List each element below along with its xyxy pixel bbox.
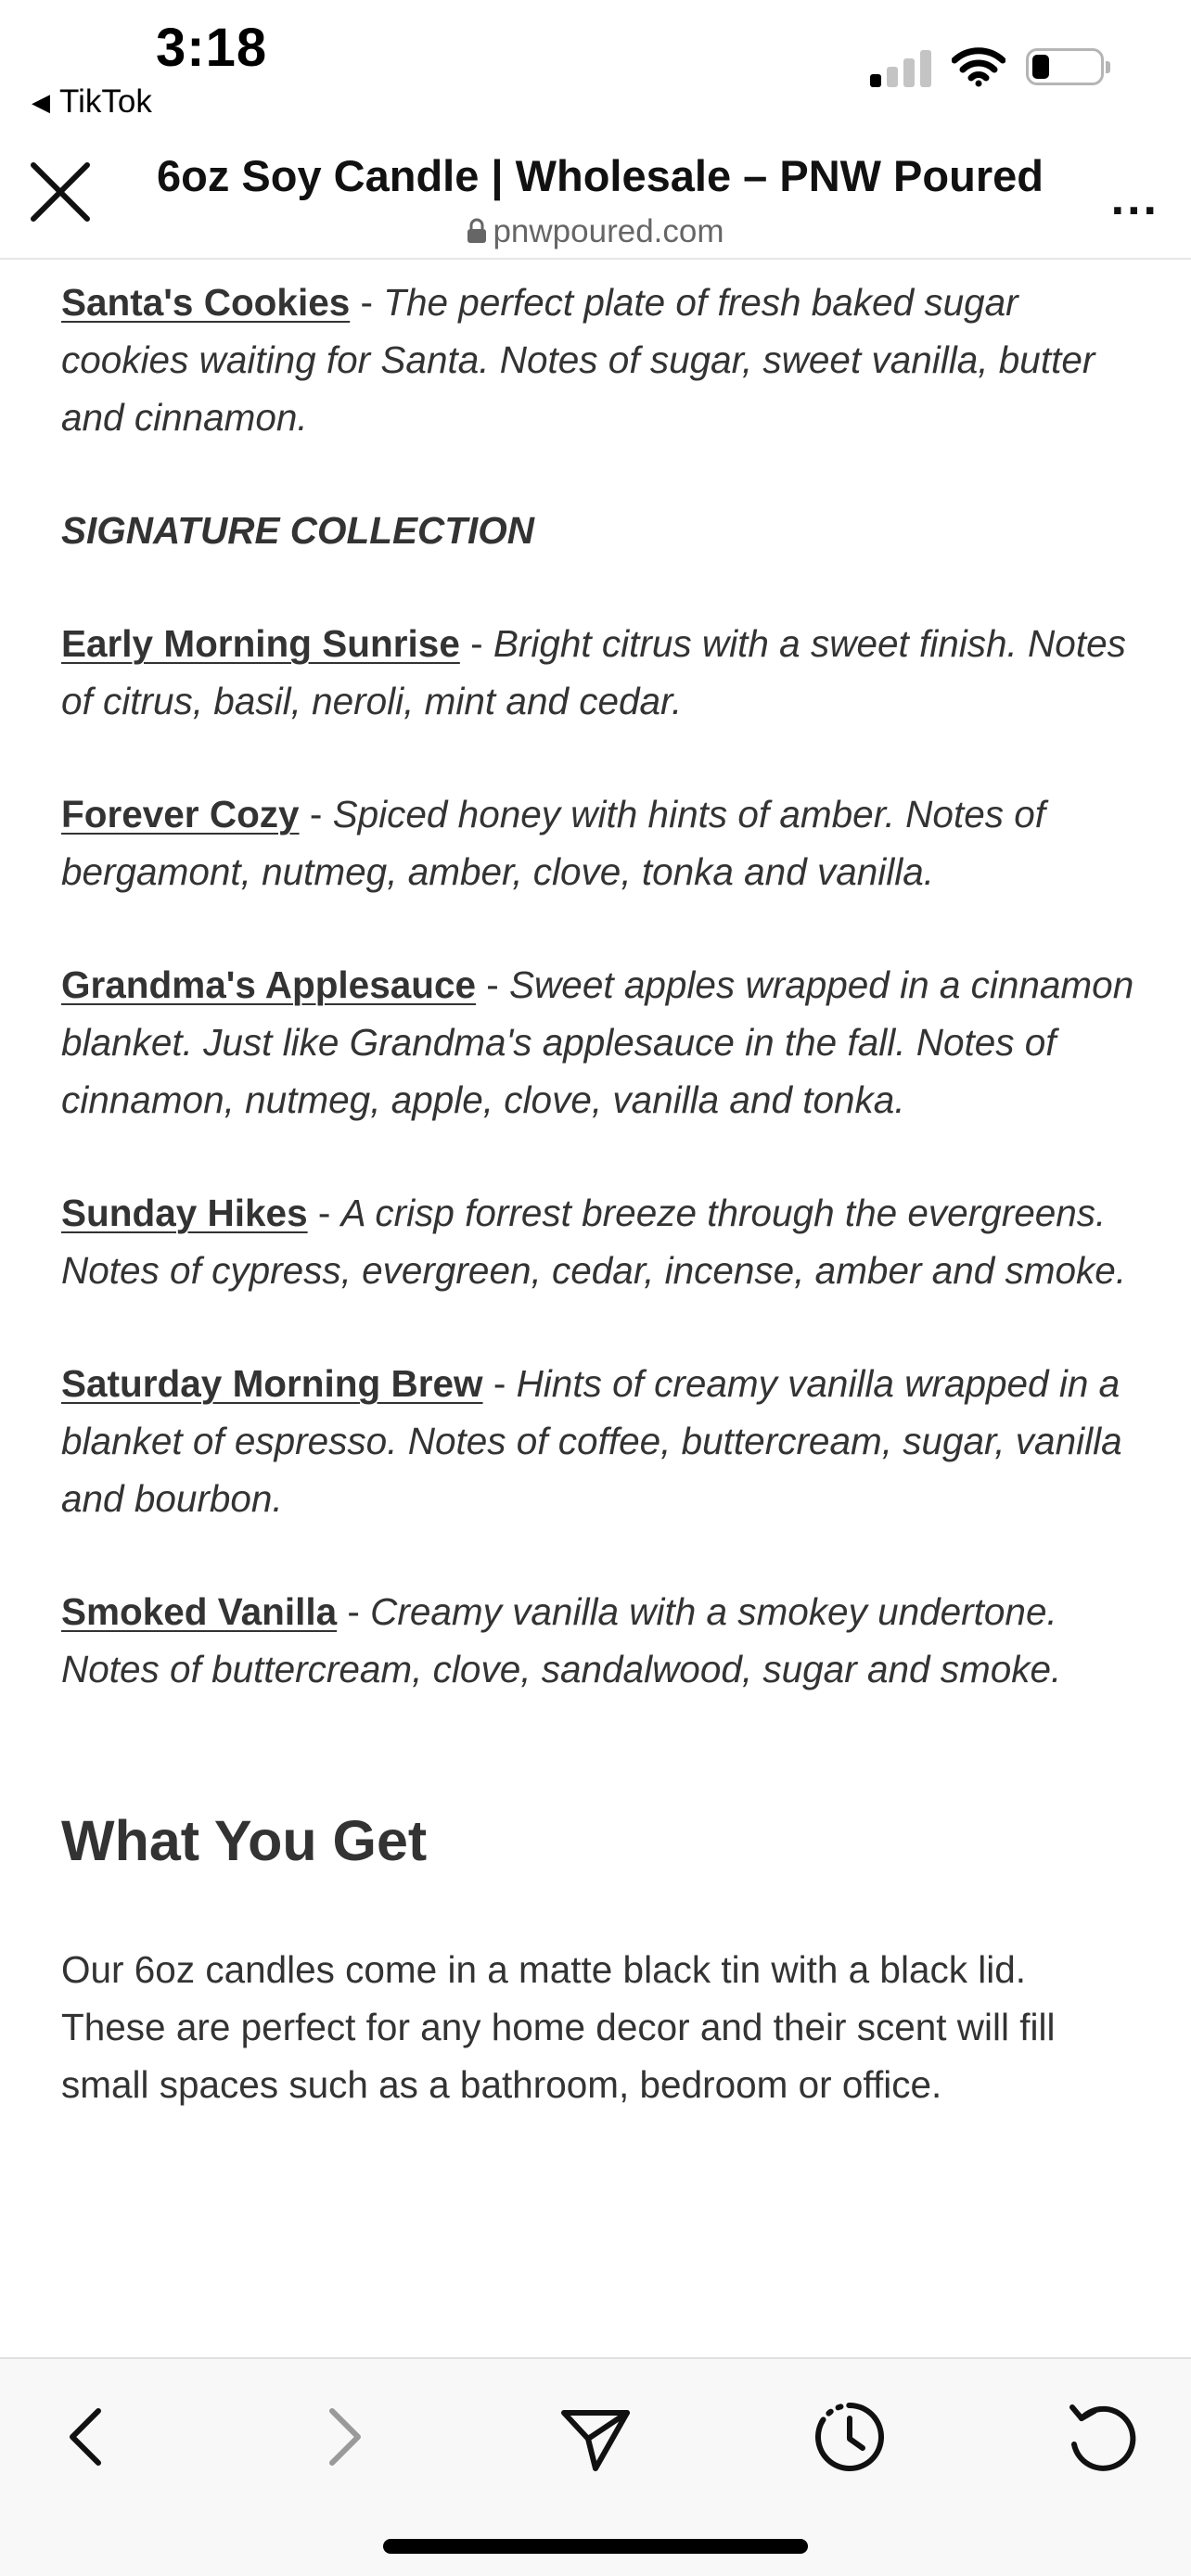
share-button[interactable]: [557, 2398, 634, 2476]
scent-entry: [61, 785, 1135, 900]
signal-icon: [870, 46, 931, 87]
scent-entry: [61, 274, 1135, 446]
home-indicator[interactable]: [383, 2539, 808, 2554]
header-divider: [0, 258, 1191, 260]
scent-separator: -: [307, 1192, 341, 1234]
section-body: Our 6oz candles come in a matte black tin with a black lid. These are perfect for any home decor and their scent will fill small spaces such as a bathroom, bedroom or office.: [61, 1948, 1056, 2106]
scent-entry: [61, 956, 1135, 1129]
back-triangle-icon: ◀: [32, 87, 50, 116]
scent-link[interactable]: Forever Cozy: [61, 793, 300, 835]
page-content: [61, 274, 1135, 2113]
scent-link[interactable]: Grandma's Applesauce: [61, 963, 477, 1006]
share-icon: [557, 2398, 634, 2476]
more-options-button[interactable]: ...: [1110, 172, 1159, 225]
scent-separator: -: [482, 1362, 517, 1405]
history-button[interactable]: [811, 2398, 889, 2476]
forward-button[interactable]: [302, 2398, 380, 2476]
scent-separator: -: [459, 622, 493, 665]
back-app-label: TikTok: [59, 83, 152, 120]
scent-description: Bright citrus with a sweet finish. Notes of citrus, basil, neroli, mint and cedar.: [61, 622, 1126, 722]
scent-entry: [61, 1184, 1135, 1299]
scent-link[interactable]: Sunday Hikes: [61, 1192, 308, 1234]
status-icons: [870, 46, 1104, 87]
scent-link[interactable]: Smoked Vanilla: [61, 1590, 338, 1633]
scent-entry: [61, 1355, 1135, 1527]
scent-description: A crisp forrest breeze through the evergreens. Notes of cypress, evergreen, cedar, incense, amber and smoke.: [61, 1192, 1127, 1292]
status-time: 3:18: [156, 18, 268, 78]
reload-button[interactable]: [1063, 2398, 1141, 2476]
scent-separator: -: [350, 281, 384, 324]
history-icon: [811, 2398, 889, 2476]
collection-title: SIGNATURE COLLECTION: [61, 509, 534, 552]
back-icon: [50, 2398, 128, 2476]
battery-icon: [1026, 48, 1104, 85]
section-heading: What You Get: [61, 1809, 428, 1872]
reload-icon: [1063, 2398, 1141, 2476]
scent-entry: [61, 615, 1135, 730]
scent-entry: [61, 1583, 1135, 1698]
scent-description: Hints of creamy vanilla wrapped in a blanket of espresso. Notes of coffee, buttercream, sugar, vanilla and bourbon.: [61, 1362, 1122, 1520]
scent-description: Spiced honey with hints of amber. Notes of bergamont, nutmeg, amber, clove, tonka and vanilla.: [61, 793, 1046, 893]
forward-icon: [302, 2398, 380, 2476]
url-text: pnwpoured.com: [493, 213, 724, 249]
wifi-icon: [952, 46, 1005, 87]
scent-description: Sweet apples wrapped in a cinnamon blanket. Just like Grandma's applesauce in the fall. Notes of cinnamon, nutmeg, apple, clove, vanilla and tonka.: [61, 963, 1134, 1121]
back-button[interactable]: [50, 2398, 128, 2476]
scent-link[interactable]: Santa's Cookies: [61, 281, 351, 324]
scent-separator: -: [337, 1590, 371, 1633]
scent-link[interactable]: Early Morning Sunrise: [61, 622, 460, 665]
scent-description: The perfect plate of fresh baked sugar cookies waiting for Santa. Notes of sugar, sweet vanilla, butter and cinnamon.: [61, 281, 1095, 439]
scent-separator: -: [476, 963, 510, 1006]
page-url: [0, 213, 1191, 250]
page-title: 6oz Soy Candle | Wholesale – PNW Poured: [157, 151, 1044, 200]
scent-description: Creamy vanilla with a smokey undertone. Notes of buttercream, clove, sandalwood, sugar and smoke.: [61, 1590, 1062, 1690]
scent-link[interactable]: Saturday Morning Brew: [61, 1362, 483, 1405]
back-to-app-link[interactable]: [32, 83, 152, 121]
scent-separator: -: [299, 793, 333, 835]
lock-icon: [467, 218, 487, 244]
